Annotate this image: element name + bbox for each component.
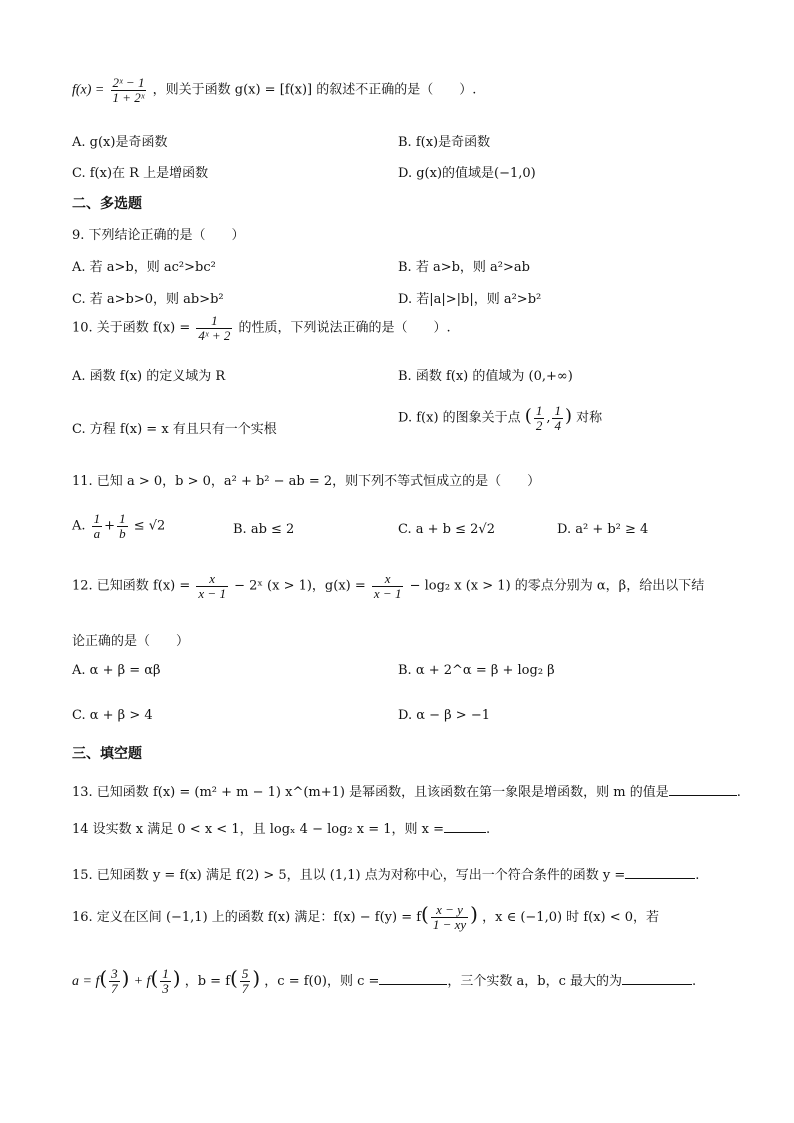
q16-frac-37 (109, 967, 120, 995)
q12-frac1 (196, 572, 228, 600)
q15-blank[interactable] (625, 878, 695, 879)
q10-num: 1 (196, 314, 232, 329)
q16-lead: 16. 定义在区间 (−1,1) 上的函数 f(x) 满足：f(x) − f(y) = f (72, 910, 422, 925)
q16-f3d: 7 (241, 981, 249, 996)
q16-f2n: 1 (162, 966, 169, 982)
q12-stem-cont: 论正确的是（ ） (72, 634, 190, 649)
q9-option-b: B. 若 a>b，则 a²>ab (398, 260, 530, 275)
q16-blank-c[interactable] (379, 984, 447, 985)
q11-a-d2: b (119, 525, 126, 541)
q10-d-n1: 1 (535, 403, 543, 418)
q14-stem (72, 818, 490, 837)
q8-option-b: B. f(x)是奇函数 (398, 135, 491, 150)
q14-text: 14 设实数 x 满足 0 < x < 1，且 logₓ 4 − log₂ x = 1，则 x = (72, 822, 444, 837)
q9-option-c: C. 若 a>b>0，则 ab>b² (72, 292, 224, 307)
section-fill-in: 三、填空题 (72, 746, 142, 762)
q11-a-n2: 1 (119, 511, 126, 526)
q11-option-c: C. a + b ≤ 2√2 (398, 522, 495, 537)
q12-option-b: B. α + 2^α = β + log₂ β (398, 663, 555, 678)
q16-f2d: 3 (162, 981, 169, 996)
q10-option-b: B. 函数 f(x) 的值域为 (0,+∞) (398, 369, 573, 384)
q10-d-n2: 1 (554, 403, 561, 418)
q8-fraction (111, 76, 147, 104)
section-multiple-choice: 二、多选题 (72, 196, 142, 212)
q15-text: 15. 已知函数 y = f(x) 满足 f(2) > 5，且以 (1,1) 点为对称中心，写出一个符合条件的函数 y = (72, 868, 626, 883)
q16-max-text: ，三个实数 a，b，c 最大的为 (447, 974, 623, 989)
q8-stem (72, 76, 476, 104)
q15-end: . (695, 868, 700, 883)
q13-blank[interactable] (669, 795, 737, 796)
q8-den: 1 + 2ˣ (112, 89, 145, 105)
q8-lead: f(x) = (72, 82, 105, 98)
q16-end: . (692, 974, 697, 989)
q16-blank-max[interactable] (622, 984, 692, 985)
q11-a-frac2 (117, 512, 128, 540)
q11-option-b: B. ab ≤ 2 (233, 522, 295, 537)
q11-a-lead: A. (72, 518, 86, 534)
q10-rest: 的性质，下列说法正确的是（ ）. (238, 320, 451, 336)
q16-b-def: ，b = f (184, 974, 231, 989)
q16-f3n: 5 (241, 966, 249, 982)
q10-d-lead: D. f(x) 的图象关于点 (398, 410, 521, 426)
q10-d-d1: 2 (535, 417, 543, 433)
q16-f1d: 7 (111, 981, 118, 996)
q10-d-rest: 对称 (576, 410, 603, 426)
q16-c-def: ，c = f(0)，则 c = (264, 974, 380, 989)
q10-d-frac1 (534, 404, 545, 432)
q11-a-n1: 1 (93, 511, 101, 526)
q13-end: . (736, 785, 741, 800)
q14-end: . (486, 822, 491, 837)
q15-stem (72, 864, 699, 883)
q11-stem: 11. 已知 a > 0，b > 0，a² + b² − ab = 2，则下列不等式恒成立的是（ ） (72, 474, 541, 489)
q12-option-c: C. α + β > 4 (72, 708, 153, 723)
q12-stem (72, 572, 704, 600)
q13-stem (72, 781, 741, 800)
q16-frac-57 (240, 967, 251, 995)
q16-a-def: a = f (72, 974, 100, 989)
q8-option-c: C. f(x)在 R 上是增函数 (72, 166, 209, 181)
q12-option-a: A. α + β = αβ (72, 663, 161, 678)
q16-stem: 16. 定义在区间 (−1,1) 上的函数 f(x) 满足：f(x) − f(y) = f( $\frac{x - y}{1 - xy}$ ) ，x ∈ (−1,0) 时 f(x) < 0，若 (72, 902, 660, 932)
q14-blank[interactable] (444, 832, 486, 833)
q8-option-a: A. g(x)是奇函数 (72, 135, 168, 150)
q12-n1: x (196, 572, 228, 587)
q12-frac2 (372, 572, 404, 600)
q10-option-c: C. 方程 f(x) = x 有且只有一个实根 (72, 422, 277, 437)
q12-n2: x (372, 572, 404, 587)
q10-option-a: A. 函数 f(x) 的定义域为 R (72, 369, 226, 384)
q16-num: x − y (431, 903, 468, 918)
q16-line2: a = f( $\frac{3}{7}$ ) + f( $\frac{1}{3}$ ) ，b = f( $\frac{5}{7}$ ) ，c = f(0)，则 c = ，三个实数 a，b，c 最大的为 . (72, 966, 697, 996)
q16-f1n: 3 (111, 966, 118, 982)
q16-plus-f: + f (133, 974, 151, 989)
q12-option-d: D. α − β > −1 (398, 708, 490, 723)
q11-a-d1: a (93, 525, 101, 541)
q12-d2: x − 1 (373, 585, 402, 601)
q11-a-rest: ≤ √2 (133, 518, 166, 534)
q12-mid: − 2ˣ (x > 1)，g(x) = (234, 578, 366, 594)
q8-num: 2ˣ − 1 (112, 75, 145, 90)
q10-stem (72, 314, 451, 342)
q12-lead: 12. 已知函数 f(x) = (72, 578, 191, 594)
q12-rest: − log₂ x (x > 1) 的零点分别为 α，β，给出以下结 (409, 578, 705, 594)
q10-lead: 10. 关于函数 f(x) = (72, 320, 191, 336)
q16-frac-13 (160, 967, 171, 995)
q8-rest: ，则关于函数 g(x) = [f(x)] 的叙述不正确的是（ ）. (152, 82, 477, 98)
q11-a-frac1 (92, 512, 103, 540)
q16-rest: ，x ∈ (−1,0) 时 f(x) < 0，若 (482, 910, 660, 925)
q10-den: 4ˣ + 2 (198, 327, 231, 343)
q9-option-d: D. 若|a|>|b|，则 a²>b² (398, 292, 542, 307)
q13-text: 13. 已知函数 f(x) = (m² + m − 1) x^(m+1) 是幂函数，且该函数在第一象限是增函数，则 m 的值是 (72, 785, 669, 800)
q16-den: 1 − xy (432, 917, 467, 932)
q11-option-d: D. a² + b² ≥ 4 (557, 522, 649, 537)
q9-stem: 9. 下列结论正确的是（ ） (72, 228, 245, 243)
q11-option-a: A. $\frac{1}{a}$ + $\frac{1}{b}$ ≤ √2 (72, 511, 166, 541)
q12-d1: x − 1 (198, 585, 226, 601)
q10-d-frac2 (552, 404, 563, 432)
q10-option-d: D. f(x) 的图象关于点 ( $\frac{1}{2}$ , $\frac{1}{4}$ ) 对称 (398, 403, 603, 433)
q8-option-d: D. g(x)的值域是(−1,0) (398, 166, 536, 181)
q10-d-d2: 4 (554, 417, 561, 433)
q10-fraction (196, 314, 232, 342)
q16-frac (431, 903, 468, 931)
q9-option-a: A. 若 a>b，则 ac²>bc² (72, 260, 216, 275)
